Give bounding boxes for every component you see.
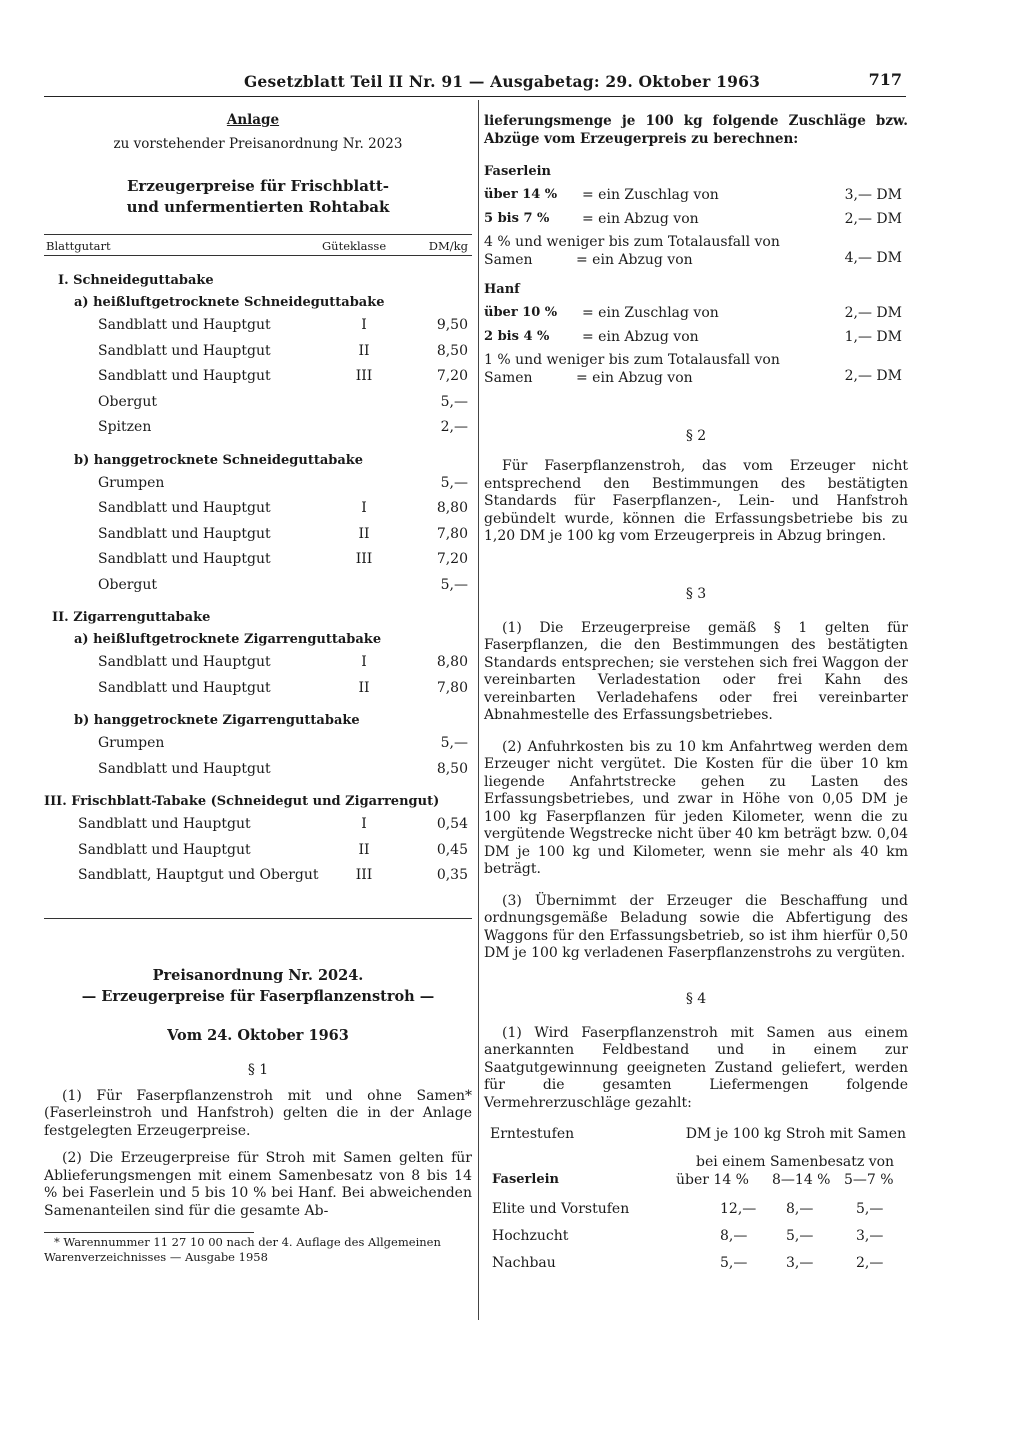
price-row — [44, 340, 472, 366]
section-3-paragraph-3: (3) Übernimmt der Erzeuger die Beschaffung und ordnungsgemäße Beladung sowie die Abfertigung des Waggons für den Erfassungsbetrieb, so ist ihm hierfür 0,50 DM je 100 kg verladenen Faserpflanzenstrohs zu vergüten. — [484, 892, 908, 961]
faserlein-heading — [484, 158, 908, 184]
price-table — [44, 270, 472, 890]
price-row-label: Sandblatt und Hauptgut — [98, 342, 271, 359]
section-III-heading — [44, 791, 472, 813]
price-row-label: Spitzen — [98, 419, 152, 435]
multiplier-v2: 5,— — [786, 1228, 814, 1244]
price-row-price: 2,— — [440, 419, 468, 435]
price-row-class: II — [358, 342, 370, 359]
section-2-heading: § 2 — [685, 428, 707, 444]
section-3-paragraph-1: (1) Die Erzeugerpreise gemäß § 1 gelten für Faserpflanzen, die den Bestimmungen des bestätigten Standards entsprechen; sie verstehen sich frei Waggon der vereinbarten Verladestation oder frei Kahn des vereinbarten Verladehafens oder frei vereinbarter Abnahmestelle des Erfassungsbetriebes. — [484, 619, 908, 723]
section-I-heading — [44, 270, 472, 292]
hanf-multi-line1: 1 % und weniger bis zum Totalausfall von — [484, 352, 780, 368]
multiplier-v1: 5,— — [720, 1255, 748, 1271]
price-row — [44, 523, 472, 549]
multiplier-v2: 8,— — [786, 1201, 814, 1217]
surcharge-row — [484, 184, 908, 208]
col-header-price: DM/kg — [428, 239, 468, 253]
order-date: Vom 24. Oktober 1963 — [167, 1026, 349, 1044]
subsection-IIa-heading — [44, 629, 472, 651]
surcharge-range: über 14 % — [484, 187, 558, 202]
price-row-label: Sandblatt und Hauptgut — [98, 525, 271, 542]
price-row — [44, 472, 472, 498]
mult-col-3: 5—7 % — [844, 1172, 894, 1188]
price-row-label: Sandblatt und Hauptgut — [98, 654, 271, 670]
multiplier-v2: 3,— — [786, 1255, 814, 1271]
multiplier-label: Elite und Vorstufen — [492, 1201, 630, 1217]
surcharge-text: = ein Abzug von — [582, 329, 699, 345]
gazette-title: Gesetzblatt Teil II Nr. 91 — Ausgabetag: 29. Oktober 1963 — [244, 72, 761, 91]
price-row-price: 7,80 — [436, 679, 468, 696]
price-row — [44, 677, 472, 703]
price-row-price: 7,20 — [436, 368, 468, 384]
faserlein-heading-text: Faserlein — [484, 164, 551, 179]
surcharge-amount: 1,— DM — [844, 329, 902, 345]
price-row — [44, 574, 472, 600]
price-row-price: 7,20 — [436, 551, 468, 567]
surcharge-row — [484, 326, 908, 350]
hanf-rows — [484, 302, 908, 350]
annex-title-line2: und unfermentierten Rohtabak — [126, 198, 390, 216]
multiplier-v3: 3,— — [856, 1228, 884, 1244]
surcharge-row — [484, 208, 908, 232]
price-row — [44, 651, 472, 677]
hanf-heading — [484, 276, 908, 302]
price-row-label: Sandblatt und Hauptgut — [78, 816, 251, 832]
surcharge-text: = ein Zuschlag von — [582, 305, 719, 321]
multiplier-row — [484, 1198, 908, 1225]
section-divider — [44, 918, 472, 919]
price-row-class: I — [361, 500, 367, 516]
column-divider — [478, 100, 479, 1320]
subsection-IIb-heading — [44, 710, 472, 732]
faserlein-multi-amount: 4,— DM — [844, 250, 902, 266]
price-row-label: Sandblatt und Hauptgut — [98, 368, 271, 384]
price-row-class: III — [355, 368, 373, 384]
annex-title — [44, 176, 472, 218]
section-II-heading — [44, 607, 472, 629]
price-row — [44, 732, 472, 758]
faserlein-multi-line1: 4 % und weniger bis zum Totalausfall von — [484, 234, 780, 250]
surcharge-amount: 2,— DM — [844, 211, 902, 227]
multiplier-v3: 2,— — [856, 1255, 884, 1271]
price-row — [44, 548, 472, 574]
price-row-price: 5,— — [440, 735, 468, 751]
multiplier-v1: 8,— — [720, 1228, 748, 1244]
hanf-multi-line2a: Samen — [484, 370, 533, 386]
section-I-heading-text: I. Schneideguttabake — [58, 273, 214, 288]
faserlein-rows — [484, 184, 908, 232]
mult-head-1: DM je 100 kg Stroh mit Samen — [685, 1126, 906, 1142]
surcharge-text: = ein Abzug von — [582, 211, 699, 227]
mult-col-2: 8—14 % — [772, 1172, 831, 1188]
section-2-paragraph: Für Faserpflanzenstroh, das vom Erzeuger nicht entsprechend den Bestimmungen des bestätigten Standards für Faserpflanzen-, Lein- und Hanfstroh gebündelt wurde, können die Erfassungsbetriebe bis zu 1,20 DM je 100 kg vom Erzeugerpreis in Abzug bringen. — [484, 458, 908, 544]
surcharge-range: 5 bis 7 % — [484, 211, 550, 226]
price-row-class: I — [361, 816, 367, 832]
hanf-multi-amount: 2,— DM — [844, 368, 902, 384]
spacer — [44, 783, 472, 791]
price-row-class: II — [358, 841, 370, 858]
price-row — [44, 839, 472, 865]
price-row-price: 8,50 — [436, 760, 468, 777]
hanf-multi-line2b: = ein Abzug von — [576, 370, 693, 386]
right-column — [484, 112, 908, 1282]
surcharge-range: über 10 % — [484, 305, 558, 320]
faserlein-multiline-row — [484, 232, 908, 270]
price-table-header — [44, 234, 472, 256]
surcharge-range: 2 bis 4 % — [484, 329, 550, 344]
mult-rows — [484, 1198, 908, 1279]
section-III-heading-text: III. Frischblatt-Tabake (Schneidegut und Zigarrengut) — [44, 794, 440, 809]
spacer — [44, 702, 472, 710]
price-row — [44, 391, 472, 417]
price-row-label: Obergut — [98, 576, 158, 593]
multiplier-row — [484, 1225, 908, 1252]
surcharge-intro: lieferungsmenge je 100 kg folgende Zuschläge bzw. Abzüge vom Erzeugerpreis zu berechnen: — [484, 113, 908, 147]
surcharge-text: = ein Zuschlag von — [582, 187, 719, 203]
price-row-price: 8,80 — [436, 654, 468, 670]
section-II-heading-text: II. Zigarrenguttabake — [52, 610, 211, 625]
multiplier-table — [484, 1122, 908, 1282]
price-row — [44, 314, 472, 340]
subsection-IIb-heading-text: b) hanggetrocknete Zigarrenguttabake — [74, 713, 360, 728]
price-row-label: Obergut — [98, 393, 158, 410]
price-row-price: 5,— — [440, 576, 468, 593]
price-row — [44, 416, 472, 442]
footnote: * Warennummer 11 27 10 00 nach der 4. Auflage des Allgemeinen Warenverzeichnisses — Ausgabe 1958 — [44, 1235, 441, 1264]
price-row-price: 8,80 — [436, 500, 468, 516]
mult-col-1: über 14 % — [676, 1172, 749, 1188]
mult-head-2: bei einem Samenbesatz von — [696, 1154, 895, 1170]
mult-col-label: Erntestufen — [490, 1126, 575, 1142]
page-number: 717 — [868, 70, 902, 89]
multiplier-label: Hochzucht — [492, 1228, 569, 1244]
subsection-Ib-heading-text: b) hanggetrocknete Schneideguttabake — [74, 452, 364, 468]
price-row-price: 5,— — [440, 393, 468, 410]
order-title: Preisanordnung Nr. 2024. — [152, 966, 364, 984]
col-header-type: Blattgutart — [46, 239, 111, 253]
col-header-class: Güteklasse — [322, 239, 387, 253]
price-row-label: Sandblatt und Hauptgut — [98, 551, 271, 567]
price-row-label: Sandblatt und Hauptgut — [98, 317, 271, 333]
price-row — [44, 758, 472, 784]
annex-title-line1: Erzeugerpreise für Frischblatt- — [126, 177, 390, 195]
spacer — [44, 442, 472, 450]
section-3-paragraph-2: (2) Anfuhrkosten bis zu 10 km Anfahrtweg werden dem Erzeuger nicht vergütet. Die Kosten für die über 10 km liegende Anfahrtstrecke gehen zu Lasten des Erfassungsbetriebes, und zwar in Höhe von 0,05 DM je 100 kg Faserpflanzen für jeden Kilometer, wenn die zu vergütende Wegstrecke nicht über 40 km beträgt bzw. 0,04 DM je 100 kg und Kilometer, wenn sie mehr als 40 km beträgt. — [484, 738, 908, 877]
price-row-price: 9,50 — [436, 317, 468, 333]
price-row-price: 8,50 — [436, 342, 468, 359]
price-row-price: 0,35 — [436, 867, 468, 883]
section-4-heading: § 4 — [685, 990, 707, 1007]
price-row-label: Grumpen — [98, 474, 165, 491]
price-row-label: Sandblatt und Hauptgut — [78, 841, 251, 858]
price-row-price: 0,45 — [436, 841, 468, 858]
surcharge-row — [484, 302, 908, 326]
multiplier-v1: 12,— — [720, 1201, 757, 1217]
price-row-price: 0,54 — [436, 816, 468, 832]
price-row-label: Sandblatt und Hauptgut — [98, 679, 271, 696]
price-row-label: Sandblatt, Hauptgut und Obergut — [78, 867, 319, 883]
annex-subheading: zu vorstehender Preisanordnung Nr. 2023 — [113, 136, 403, 152]
price-row — [44, 813, 472, 839]
price-row-class: II — [358, 679, 370, 696]
faserlein-multi-line2a: Samen — [484, 252, 533, 268]
mult-row-head: Faserlein — [492, 1172, 559, 1187]
price-row-class: III — [355, 867, 373, 883]
page-header — [44, 66, 906, 97]
subsection-IIa-heading-text: a) heißluftgetrocknete Zigarrenguttabake — [74, 632, 382, 647]
price-row — [44, 497, 472, 523]
subsection-Ib-heading — [44, 450, 472, 472]
price-row-price: 7,80 — [436, 525, 468, 542]
multiplier-label: Nachbau — [492, 1255, 556, 1271]
section-1-paragraph-1: (1) Für Faserpflanzenstroh mit und ohne Samen* (Faserleinstroh und Hanfstroh) gelten die in der Anlage festgelegten Erzeugerpreise. — [44, 1087, 472, 1139]
multiplier-row — [484, 1252, 908, 1279]
faserlein-multi-line2b: = ein Abzug von — [576, 252, 693, 268]
section-1-heading: § 1 — [247, 1061, 269, 1078]
section-1-paragraph-2: (2) Die Erzeugerpreise für Stroh mit Samen gelten für Ablieferungsmengen mit einem Samenbesatz von 8 bis 14 % bei Faserlein und 5 bis 10 % bei Hanf. Bei abweichenden Samenanteilen sind für die gesamte Ab- — [44, 1150, 472, 1219]
multiplier-v3: 5,— — [856, 1201, 884, 1217]
hanf-heading-text: Hanf — [484, 282, 520, 297]
price-row-label: Sandblatt und Hauptgut — [98, 500, 271, 516]
price-row-class: II — [358, 525, 370, 542]
price-row-price: 5,— — [440, 474, 468, 491]
subsection-Ia-heading — [44, 292, 472, 314]
order-subtitle: — Erzeugerpreise für Faserpflanzenstroh — — [81, 987, 435, 1005]
spacer — [44, 599, 472, 607]
price-row-label: Grumpen — [98, 735, 165, 751]
price-row — [44, 864, 472, 890]
price-row-class: III — [355, 551, 373, 567]
hanf-multiline-row — [484, 350, 908, 388]
annex-heading: Anlage — [226, 112, 280, 128]
section-3-heading: § 3 — [685, 585, 707, 602]
surcharge-amount: 3,— DM — [844, 187, 902, 203]
price-row-class: I — [361, 654, 367, 670]
section-4-paragraph-1: (1) Wird Faserpflanzenstroh mit Samen aus einem anerkannten Feldbestand und in einem zur Saatgutgewinnung geeigneten Zustand geliefert, werden für die gesamten Liefermengen folgende Vermehrerzuschläge gezahlt: — [484, 1024, 908, 1111]
subsection-Ia-heading-text: a) heißluftgetrocknete Schneideguttabake — [74, 295, 385, 310]
price-row — [44, 365, 472, 391]
price-row-label: Sandblatt und Hauptgut — [98, 760, 271, 777]
price-row-class: I — [361, 317, 367, 333]
surcharge-amount: 2,— DM — [844, 305, 902, 321]
left-column — [44, 112, 472, 1265]
